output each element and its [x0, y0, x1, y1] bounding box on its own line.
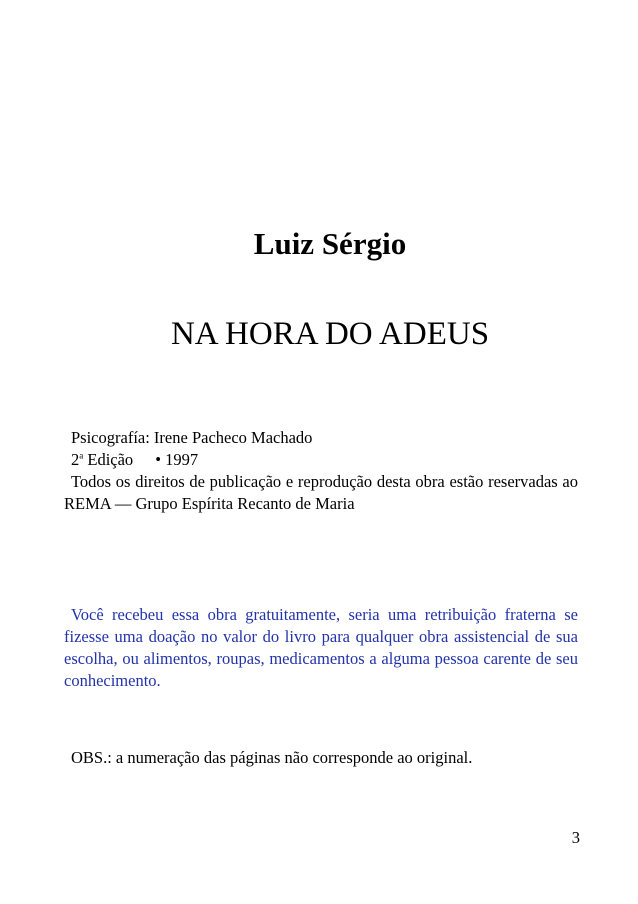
edition-superscript: a [79, 450, 84, 461]
psychography-line: Psicografía: Irene Pacheco Machado [71, 428, 313, 447]
obs-note: OBS.: a numeração das páginas não corresponde ao original. [71, 748, 473, 767]
edition-year: • 1997 [155, 450, 199, 469]
credits-block [64, 427, 578, 515]
author-name: Luiz Sérgio [253, 226, 407, 261]
donation-notice: Você recebeu essa obra gratuitamente, seria uma retribuição fraterna se fizesse uma doação no valor do livro para qualquer obra assistencial de sua escolha, ou alimentos, roupas, medicamentos a alguma pessoa carente de seu conhecimento. [64, 605, 578, 690]
book-title: NA HORA DO ADEUS [170, 316, 490, 352]
page-number: 3 [571, 828, 580, 847]
edition-label: Edição [87, 450, 134, 469]
edition-number: 2 [71, 450, 80, 469]
edition-line [64, 449, 578, 471]
rights-statement: Todos os direitos de publicação e reprodução desta obra estão reservadas ao REMA — Grupo Espírita Recanto de Maria [64, 472, 578, 513]
